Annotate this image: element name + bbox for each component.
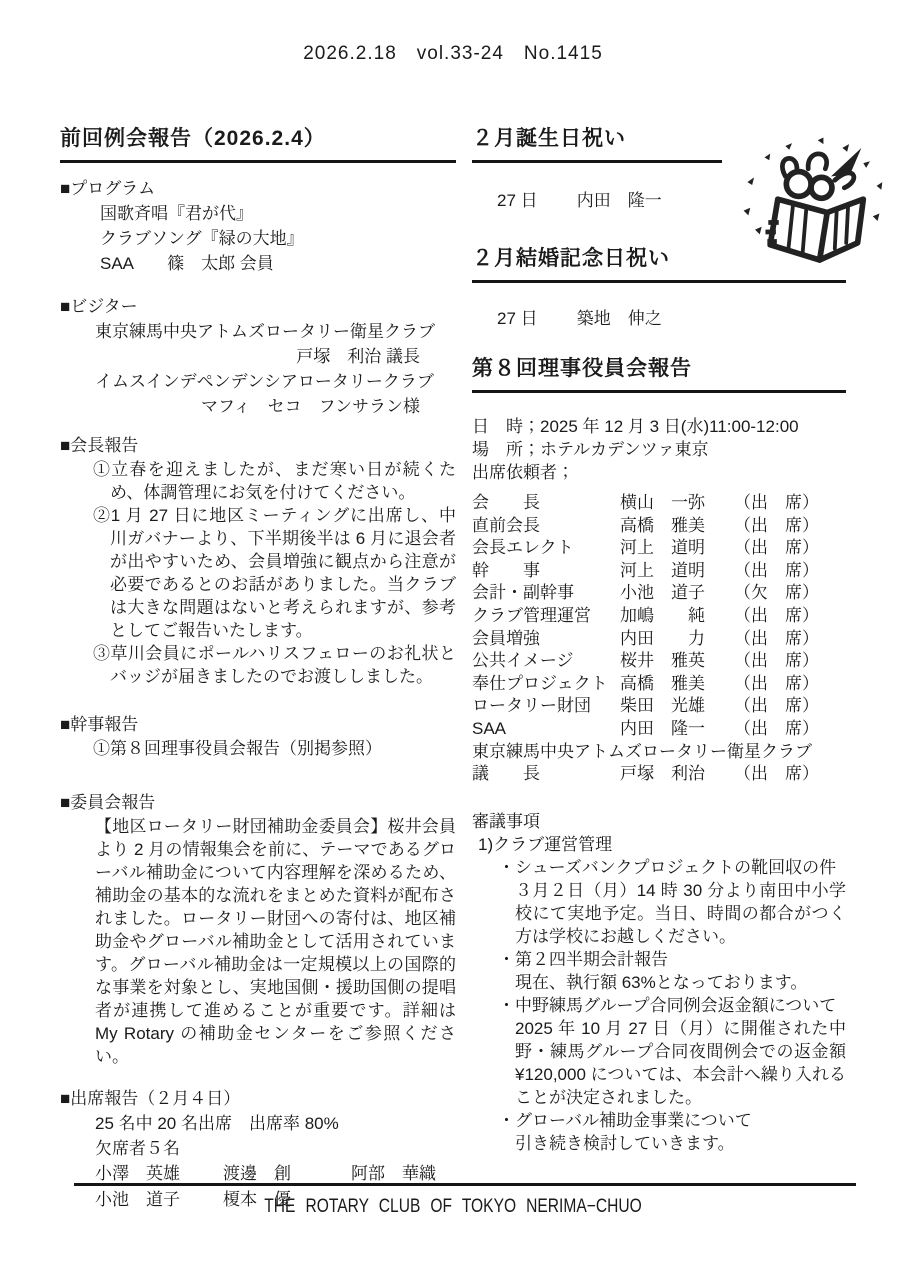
agenda-section [472,810,846,1155]
attendee-status: （出 席） [734,696,819,716]
attendee-name: 横山 一弥 [620,493,705,512]
attendee-status: （出 席） [734,493,819,512]
right-column [472,126,846,1155]
attendee-status: （出 席） [734,515,819,535]
committee-report-heading: ■委員会報告 [60,793,156,812]
agenda-item [472,948,846,994]
secretary-report-section [60,712,456,760]
secretary-report-heading: ■幹事報告 [60,715,139,734]
attendee-name: 河上 道明 [620,560,705,580]
birthday-name: 内田 隆一 [576,191,662,210]
committee-report-section [60,790,456,1068]
absentee-name: 小澤 英雄 [95,1164,180,1183]
attendee-role: ロータリー財団 [472,696,591,716]
attendee-name: 小池 道子 [620,583,705,603]
absentee-name: 阿部 華織 [351,1164,436,1183]
attendee-name: 柴田 光雄 [620,696,705,716]
agenda-item-title: ・シューズバンクプロジェクトの靴回収の件 [498,857,837,877]
agenda-group: 1)クラブ運営管理 [478,834,613,854]
attendee-role: クラブ管理運営 [472,605,591,625]
board-attendee-row [472,537,846,560]
board-attendee-row [472,695,846,718]
footer-divider [74,1183,856,1186]
agenda-item-title: ・第２四半期会計報告 [498,949,668,969]
attendee-name: 戸塚 利治 [620,764,705,784]
section-title-board-report: 第８回理事役員会報告 [472,356,846,393]
absentee-name: 小池 道子 [95,1190,180,1209]
board-report-section [472,356,846,1155]
attendee-role: 直前会長 [472,515,540,535]
attendee-status: （欠 席） [734,583,819,603]
attendee-name: 内田 隆一 [620,718,705,738]
board-attendee-row [472,605,846,628]
issue-line: 2026.2.18 vol.33-24 No.1415 [303,43,603,64]
program-line: 国歌斉唱『君が代』 [100,204,253,223]
program-section [60,176,456,276]
attendee-role: 会長エレクト [472,538,574,558]
attendee-role: 会員増強 [472,628,540,648]
agenda-item-body: ３月２日（月）14 時 30 分より南田中小学校にて実地予定。当日、時間の都合がつく方は学校にお越しください。 [515,880,846,946]
visitors-heading: ■ビジター [60,297,138,316]
board-attendee-row [472,763,846,786]
wedding-date: 27 日 [497,309,538,328]
agenda-item [472,856,846,948]
agenda-item-title: ・中野練馬グループ合同例会返金額について [498,995,837,1015]
board-attendee-row [472,718,846,741]
attendee-status: （出 席） [734,605,819,625]
attendee-name: 加嶋 純 [620,605,705,625]
agenda-item-title: ・グローバル補助金事業について [498,1110,752,1130]
attendee-role: 幹 事 [472,560,540,580]
attendee-name: 高橋 雅美 [620,673,705,693]
board-attendee-row [472,628,846,651]
attendee-name: 河上 道明 [620,538,705,558]
attendee-role: 公共イメージ [472,651,574,671]
agenda-item-body: 現在、執行額 63%となっております。 [515,972,808,992]
secretary-report-item: ①第８回理事役員会報告（別掲参照） [93,739,382,758]
absentee-name: 榎本 優 [223,1190,291,1209]
attendee-role: 議 長 [472,764,540,784]
wedding-name: 築地 伸之 [576,309,662,328]
board-datetime: 日 時；2025 年 12 月 3 日(水)11:00-12:00 [472,417,799,436]
attendee-role: 会計・副幹事 [472,583,574,603]
attendance-stats: 25 名中 20 名出席 出席率 80% [95,1114,339,1133]
president-report-item: ①立春を迎えましたが、まだ寒い日が続くため、体調管理にお気を付けてください。 [93,460,456,502]
gift-icon [736,134,888,272]
attendee-status: （出 席） [734,628,819,648]
attendance-heading: ■出席報告（２月４日） [60,1089,241,1108]
board-attendee-row [472,560,846,583]
board-attendee-row [472,673,846,696]
attendee-status: （出 席） [734,718,819,738]
attendee-status: （出 席） [734,764,819,784]
attendee-role: 会 長 [472,493,540,512]
birthday-date: 27 日 [497,191,538,210]
visitor-club: 東京練馬中央アトムズロータリー衛星クラブ [95,322,435,341]
visitor-club: イムスインデペンデンシアロータリークラブ [95,372,434,391]
board-attendee-label: 出席依頼者； [472,463,574,482]
board-attendee-list [472,492,846,786]
attendee-status: （出 席） [734,673,819,693]
president-report-heading: ■会長報告 [60,436,139,455]
agenda-item [472,1109,846,1155]
attendee-name: 高橋 雅美 [620,515,705,535]
attendee-status: （出 席） [734,651,819,671]
president-report-item: ③草川会員にポールハリスフェローのお礼状とバッジが届きましたのでお渡ししました。 [93,644,456,686]
program-line: SAA 篠 太郎 会員 [100,254,274,273]
agenda-item [472,994,846,1109]
program-heading: ■プログラム [60,179,156,198]
attendee-status: （出 席） [734,538,819,558]
agenda-item-body: 引き続き検討していきます。 [515,1133,735,1153]
attendee-name: 内田 力 [620,628,705,648]
attendee-name: 桜井 雅英 [620,651,705,671]
attendee-role: SAA [472,718,507,738]
satellite-club-name: 東京練馬中央アトムズロータリー衛星クラブ [472,741,812,761]
left-column [60,126,456,1213]
board-attendee-row [472,515,846,538]
board-attendee-row [472,582,846,605]
board-attendee-row [472,492,846,515]
wedding-entry [472,307,846,330]
visitor-guest: マフィ セコ フンサラン様 [201,397,420,416]
board-meta [472,415,846,484]
absent-count: 欠席者５名 [95,1139,180,1158]
board-attendee-row [472,650,846,673]
agenda-item-body: 2025 年 10 月 27 日（月）に開催された中野・練馬グループ合同夜間例会での返金額 ¥120,000 については、本会計へ繰り入れることが決定されました。 [515,1018,846,1107]
attendance-section [60,1086,456,1213]
president-report-section [60,433,456,688]
program-line: クラブソング『緑の大地』 [100,229,304,248]
visitor-guest: 戸塚 利治 議長 [296,347,420,366]
footer-club-name: THE ROTARY CLUB OF TOKYO NERIMA−CHUO [264,1196,642,1217]
agenda-label: 審議事項 [472,811,540,831]
president-report-item: ②1 月 27 日に地区ミーティングに出席し、中川ガバナーより、下半期後半は 6 月に退会者が出やすいため、会員増強に観点から注意が必要であるとのお話がありました。当クラブは大きな問題はないと考えられますが、参考としてご報告いたします。 [93,506,456,640]
board-place: 場 所；ホテルカデンツァ東京 [472,440,709,459]
visitors-section [60,294,456,419]
attendee-role: 奉仕プロジェクト [472,673,608,693]
committee-report-body: 【地区ロータリー財団補助金委員会】桜井会員より 2 月の情報集会を前に、テーマであるグローバル補助金について内容理解を深めるため、補助金の基本的な流れをまとめた資料が配布されました。ロータリー財団への寄付は、地区補助金やグローバル補助金として活用されています。グローバル補助金は一定規模以上の国際的な事業を対象とし、実地国側・援助国側の提唱者が連携して進めることが重要です。詳細は My Rotary の補助金センターをご参照ください。 [95,817,456,1066]
section-title-birthday: ２月誕生日祝い [472,126,722,163]
absentee-name: 渡邊 創 [223,1164,291,1183]
section-title-previous-meeting: 前回例会報告（2026.2.4） [60,126,456,163]
section-title-wedding: ２月結婚記念日祝い [472,246,846,283]
attendee-status: （出 席） [734,560,819,580]
